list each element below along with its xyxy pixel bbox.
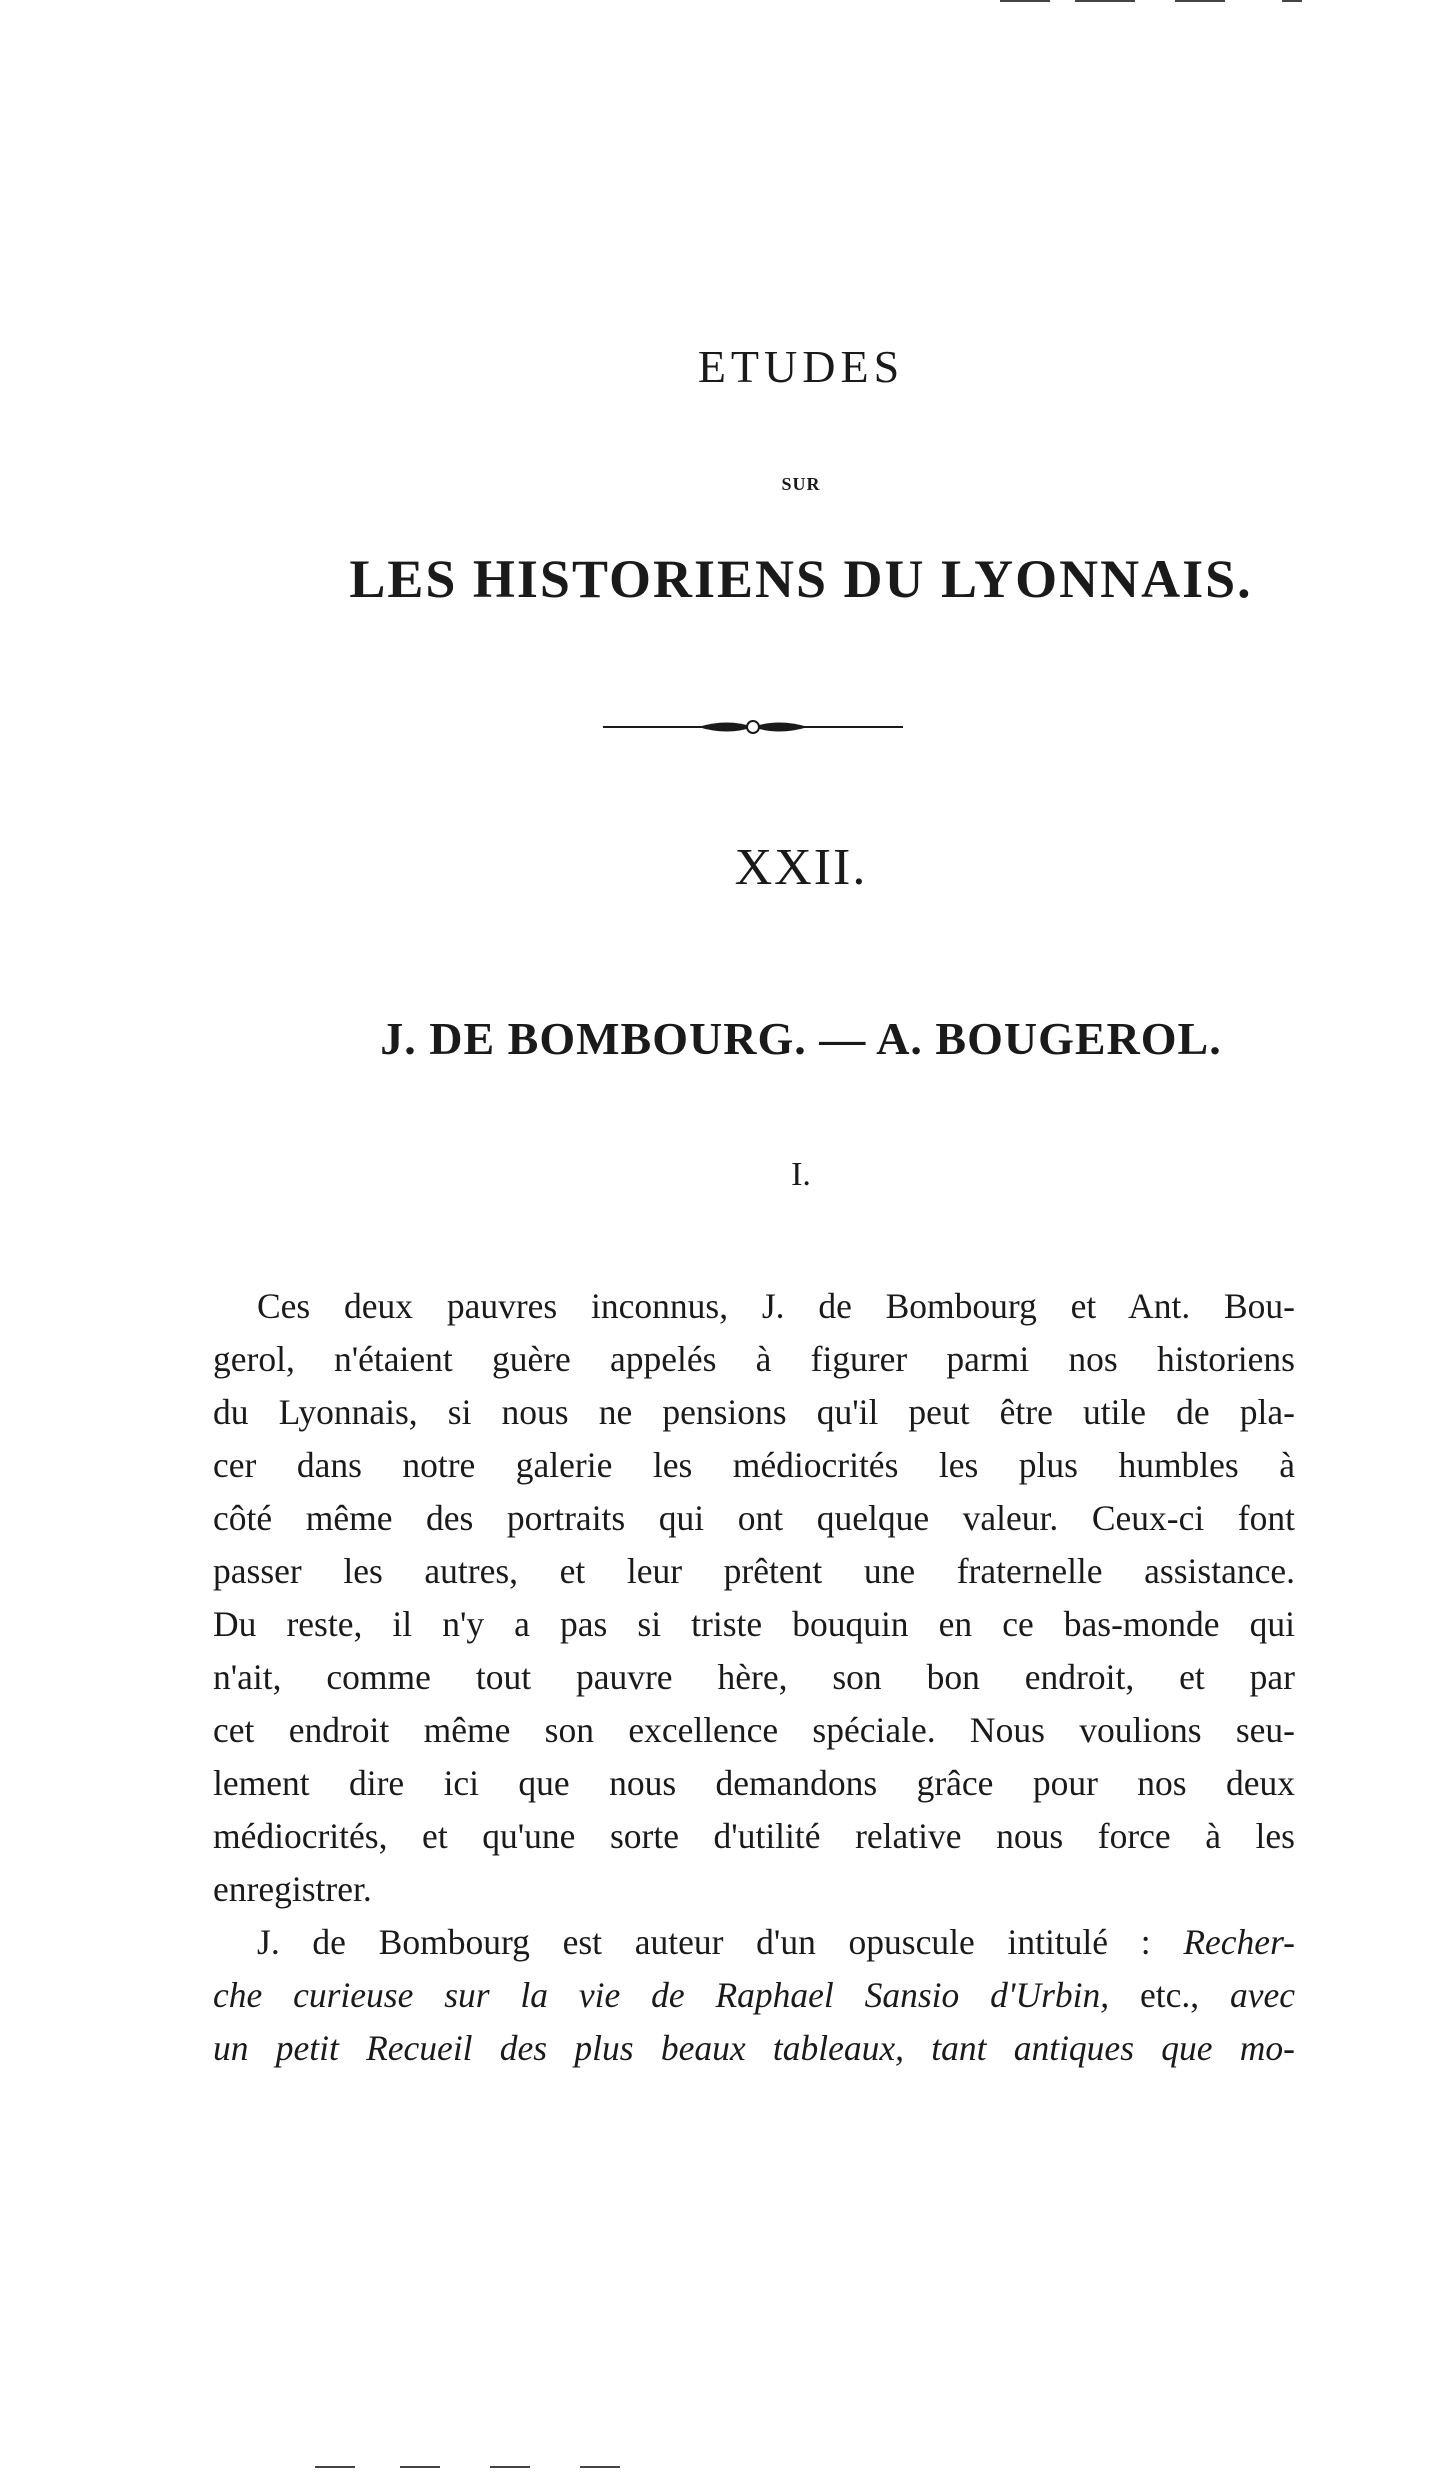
text-run: J. de Bombourg est auteur d'un opuscule intitulé : xyxy=(257,1922,1184,1962)
body-text xyxy=(213,1280,1295,2075)
title-sur: SUR xyxy=(781,474,821,494)
text-line: gerol, n'étaient guère appelés à figurer parmi nos historiens xyxy=(213,1339,1295,1379)
text-line: côté même des portraits qui ont quelque valeur. Ceux-ci font xyxy=(213,1498,1295,1538)
text-line xyxy=(213,1969,1295,2022)
text-line: enregistrer. xyxy=(213,1869,372,1909)
text-run-italic: che curieuse sur la vie de Raphael Sansio d'Urbin, xyxy=(213,1975,1110,2015)
chapter-heading: J. DE BOMBOURG. — A. BOUGEROL. xyxy=(380,1013,1222,1064)
ornamental-rule-icon xyxy=(603,712,903,742)
top-edge-mark xyxy=(1175,0,1225,2)
text-line xyxy=(213,2022,1295,2075)
page-title: LES HISTORIENS DU LYONNAIS. xyxy=(349,549,1253,609)
text-run: etc., xyxy=(1109,1975,1230,2015)
text-line: lement dire ici que nous demandons grâce pour nos deux xyxy=(213,1763,1295,1803)
chapter-number: XXII. xyxy=(734,839,868,896)
text-run-italic: avec xyxy=(1229,1975,1295,2015)
text-line: cer dans notre galerie les médiocrités les plus humbles à xyxy=(213,1445,1295,1485)
top-edge-mark xyxy=(1075,0,1135,2)
text-line: Du reste, il n'y a pas si triste bouquin en ce bas-monde qui xyxy=(213,1604,1295,1644)
text-line: du Lyonnais, si nous ne pensions qu'il peut être utile de pla- xyxy=(213,1392,1295,1432)
title-etudes: ETUDES xyxy=(697,341,905,392)
section-number: I. xyxy=(791,1156,811,1193)
text-run-italic: un petit Recueil des plus beaux tableaux, tant antiques que mo- xyxy=(213,2028,1295,2068)
bottom-edge-mark xyxy=(490,2466,530,2468)
top-edge-mark xyxy=(1282,0,1302,2)
text-line xyxy=(213,1916,1295,1969)
text-line: cet endroit même son excellence spéciale. Nous voulions seu- xyxy=(213,1710,1295,1750)
bottom-edge-mark xyxy=(580,2466,620,2468)
bottom-edge-mark xyxy=(400,2466,440,2468)
text-line: médiocrités, et qu'une sorte d'utilité relative nous force à les xyxy=(213,1816,1295,1856)
text-line: Ces deux pauvres inconnus, J. de Bombourg et Ant. Bou- xyxy=(257,1286,1295,1326)
text-run-italic: Recher- xyxy=(1183,1922,1295,1962)
text-line: passer les autres, et leur prêtent une fraternelle assistance. xyxy=(213,1551,1295,1591)
top-edge-mark xyxy=(1000,0,1050,2)
text-line: n'ait, comme tout pauvre hère, son bon endroit, et par xyxy=(213,1657,1295,1697)
bottom-edge-mark xyxy=(315,2466,355,2468)
